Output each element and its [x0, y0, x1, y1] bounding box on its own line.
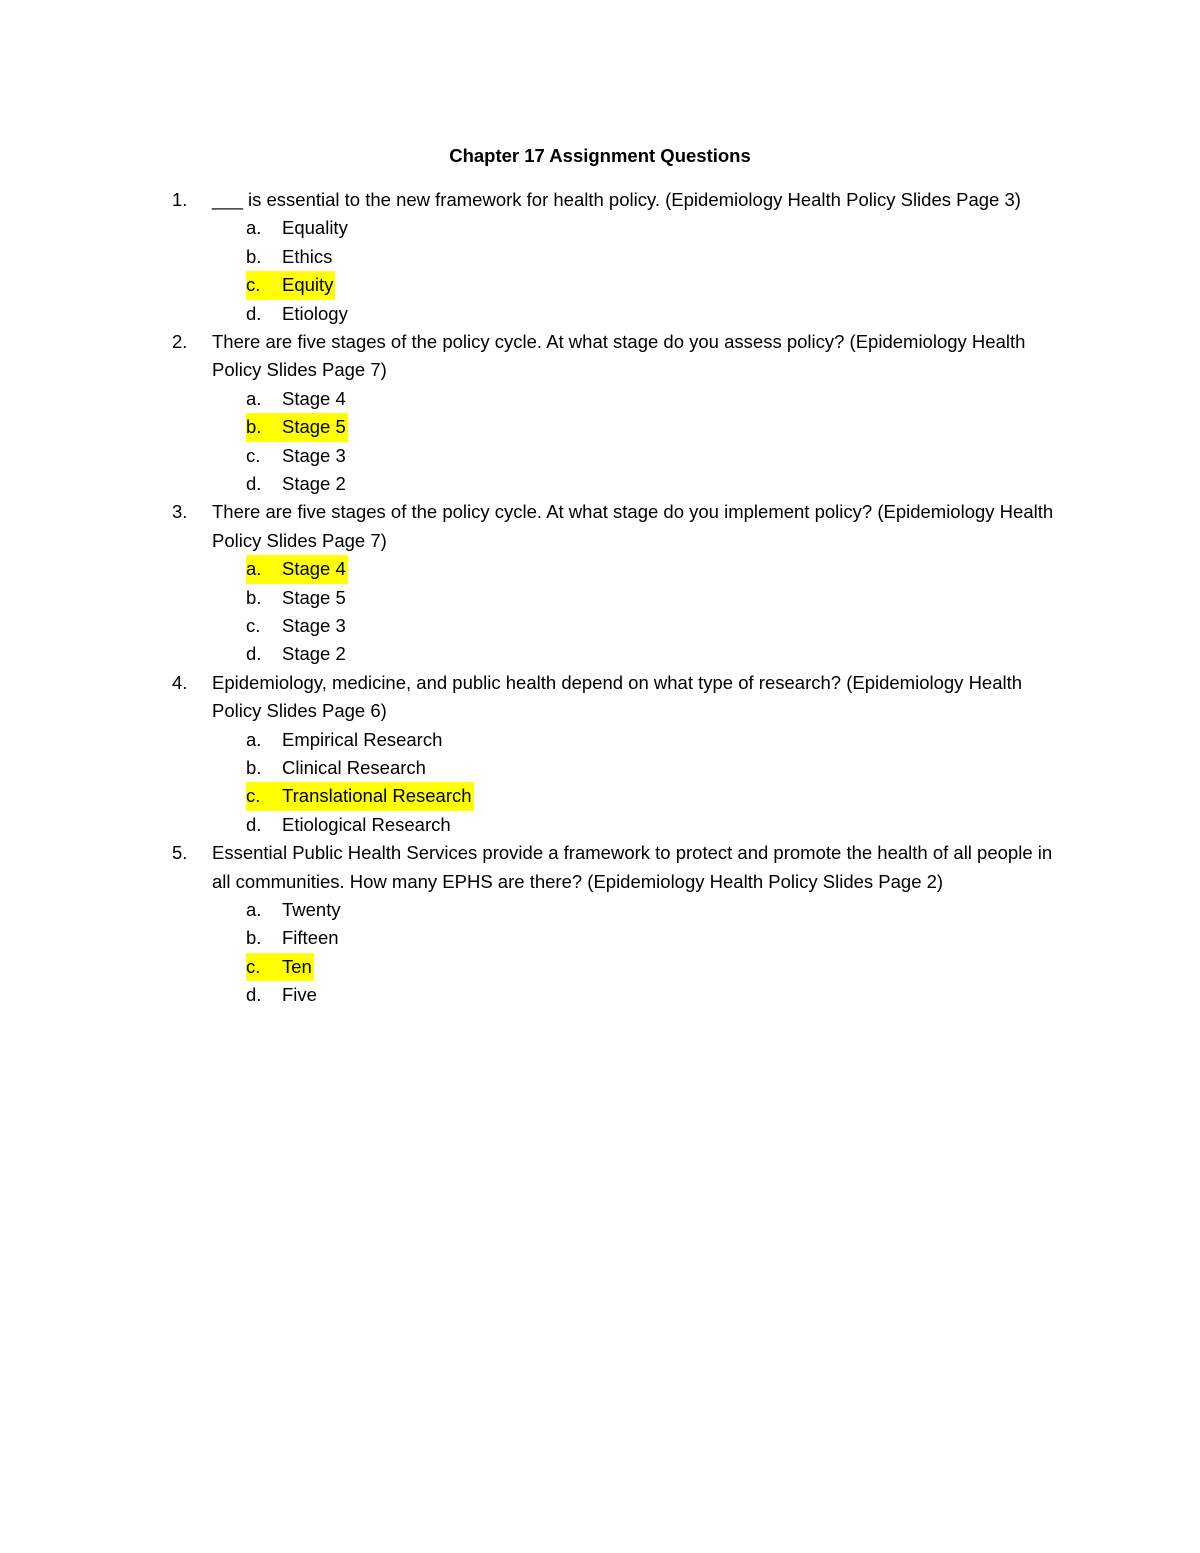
question-text: ___ is essential to the new framework for health policy. (Epidemiology Health Policy Slides Page 3)	[212, 189, 1021, 210]
answer-label	[246, 300, 350, 328]
question-row	[172, 328, 1062, 385]
answer-label	[246, 640, 348, 668]
answer-label	[246, 612, 348, 640]
option-letter: a.	[246, 387, 262, 409]
answer-option	[246, 726, 1062, 754]
option-letter: c.	[246, 955, 261, 977]
question-number: 5.	[172, 842, 188, 864]
option-text: Clinical Research	[282, 756, 426, 778]
answer-option	[246, 640, 1062, 668]
option-letter: d.	[246, 643, 262, 665]
option-text: Stage 2	[282, 643, 346, 665]
option-text: Equity	[282, 274, 334, 296]
answer-option	[246, 782, 1062, 810]
answer-option	[246, 953, 1062, 981]
answer-option	[246, 470, 1062, 498]
option-text: Stage 2	[282, 472, 346, 494]
highlighted-answer	[246, 555, 348, 583]
question-row	[172, 669, 1062, 726]
option-text: Stage 4	[282, 558, 346, 580]
option-text: Translational Research	[282, 785, 472, 807]
question-list	[172, 186, 1062, 1009]
option-letter: a.	[246, 558, 262, 580]
answer-option	[246, 385, 1062, 413]
option-text: Stage 4	[282, 387, 346, 409]
option-text: Etiological Research	[282, 813, 451, 835]
answer-option	[246, 612, 1062, 640]
question-item	[172, 186, 1062, 328]
question-number: 3.	[172, 501, 188, 523]
option-text: Ten	[282, 955, 312, 977]
question-number: 4.	[172, 671, 188, 693]
option-letter: b.	[246, 927, 262, 949]
option-text: Ethics	[282, 245, 333, 267]
highlighted-answer	[246, 413, 348, 441]
answer-options	[246, 726, 1062, 840]
answer-option	[246, 413, 1062, 441]
option-text: Etiology	[282, 302, 348, 324]
answer-label	[246, 726, 444, 754]
option-text: Fifteen	[282, 927, 339, 949]
answer-options	[246, 896, 1062, 1010]
answer-label	[246, 924, 341, 952]
answer-options	[246, 385, 1062, 499]
question-text: Essential Public Health Services provide a framework to protect and promote the health of all people in all communities. How many EPHS are there? (Epidemiology Health Policy Slides Page 2)	[212, 842, 1053, 892]
highlighted-answer	[246, 271, 335, 299]
answer-label	[246, 896, 343, 924]
answer-label	[246, 214, 350, 242]
question-number: 1.	[172, 189, 188, 210]
answer-option	[246, 243, 1062, 271]
answer-option	[246, 271, 1062, 299]
answer-label	[246, 981, 319, 1009]
option-text: Stage 5	[282, 416, 346, 438]
answer-option	[246, 214, 1062, 242]
option-letter: d.	[246, 813, 262, 835]
option-letter: d.	[246, 302, 262, 324]
answer-label	[246, 754, 428, 782]
option-text: Stage 5	[282, 586, 346, 608]
option-text: Equality	[282, 217, 348, 239]
option-letter: b.	[246, 586, 262, 608]
option-letter: c.	[246, 785, 261, 807]
option-letter: c.	[246, 444, 261, 466]
question-text: There are five stages of the policy cycle. At what stage do you implement policy? (Epidemiology Health Policy Slides Page 7)	[212, 501, 1054, 551]
question-number: 2.	[172, 330, 188, 352]
option-letter: d.	[246, 472, 262, 494]
question-row	[172, 186, 1062, 214]
option-text: Stage 3	[282, 444, 346, 466]
answer-option	[246, 981, 1062, 1009]
answer-label	[246, 584, 348, 612]
question-item	[172, 328, 1062, 498]
answer-option	[246, 300, 1062, 328]
answer-label	[246, 385, 348, 413]
page-title: Chapter 17 Assignment Questions	[449, 145, 751, 166]
answer-label	[246, 243, 334, 271]
question-item	[172, 669, 1062, 839]
option-letter: c.	[246, 274, 261, 296]
option-text: Five	[282, 984, 317, 1006]
answer-options	[246, 555, 1062, 669]
answer-option	[246, 442, 1062, 470]
question-row	[172, 839, 1062, 896]
option-text: Empirical Research	[282, 728, 443, 750]
option-letter: a.	[246, 217, 262, 239]
answer-label	[246, 470, 348, 498]
answer-option	[246, 924, 1062, 952]
option-letter: b.	[246, 756, 262, 778]
option-letter: a.	[246, 898, 262, 920]
answer-option	[246, 584, 1062, 612]
answer-option	[246, 754, 1062, 782]
option-letter: d.	[246, 984, 262, 1006]
option-text: Stage 3	[282, 614, 346, 636]
option-letter: a.	[246, 728, 262, 750]
question-row	[172, 498, 1062, 555]
answer-option	[246, 896, 1062, 924]
option-letter: b.	[246, 245, 262, 267]
question-text: Epidemiology, medicine, and public health depend on what type of research? (Epidemiology Health Policy Slides Page 6)	[212, 671, 1023, 722]
question-item	[172, 498, 1062, 668]
answer-label	[246, 811, 453, 839]
highlighted-answer	[246, 782, 474, 810]
question-text: There are five stages of the policy cycle. At what stage do you assess policy? (Epidemiology Health Policy Slides Page 7)	[212, 330, 1026, 381]
answer-label	[246, 442, 348, 470]
question-item	[172, 839, 1062, 1009]
highlighted-answer	[246, 953, 314, 981]
answer-option	[246, 555, 1062, 583]
option-letter: c.	[246, 614, 261, 636]
answer-option	[246, 811, 1062, 839]
option-letter: b.	[246, 416, 262, 438]
option-text: Twenty	[282, 898, 341, 920]
answer-options	[246, 214, 1062, 328]
